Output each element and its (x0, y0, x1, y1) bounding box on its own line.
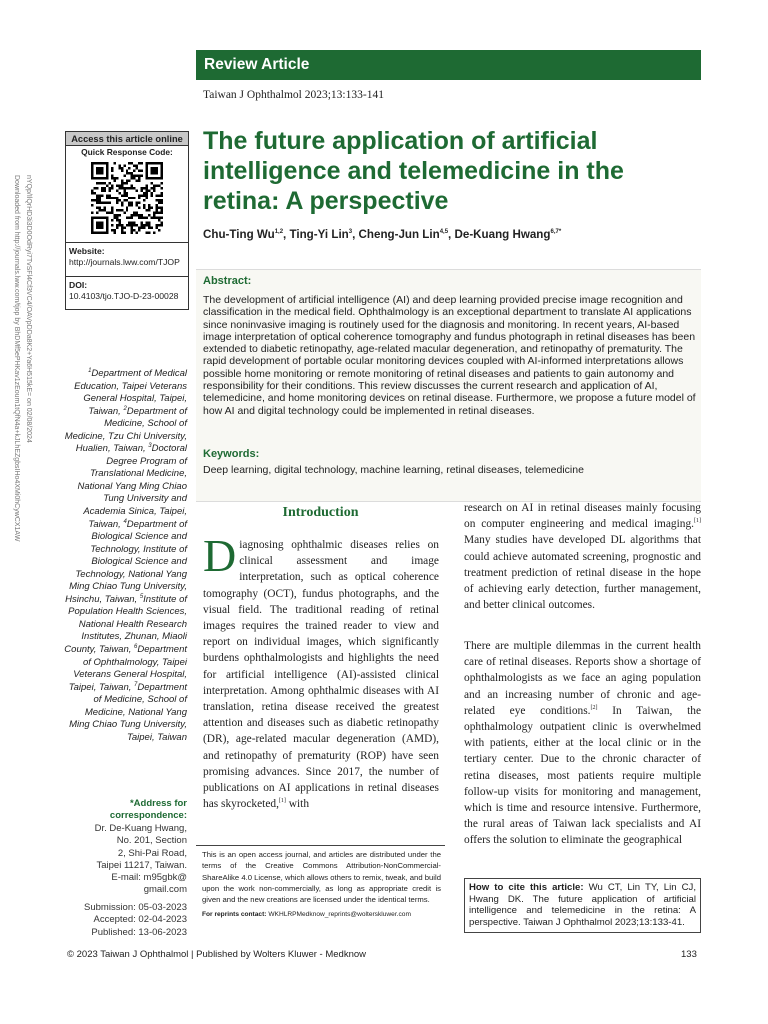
body-column-left (203, 530, 439, 812)
affiliation-text: Department of Medicine, School of Medicine, Tzu Chi University, Hualien, Taiwan, (64, 405, 187, 455)
license-text: This is an open access journal, and articles are distributed under the terms of the Creative Commons Attribution-NonCommercial-ShareAlike 4.0 License, which allows others to remix, tweak, and build upon the work non-commercially, as long as appropriate credit is given and the new creations are licensed under the identical terms. (202, 850, 441, 905)
body-text: research on AI in retinal diseases mainly focusing on computer engineering and medical imaging. (464, 502, 701, 531)
author-separator: , (283, 228, 290, 241)
author-affiliation-marker: 4,5 (439, 229, 449, 236)
correspondence-email[interactable]: gmail.com (143, 884, 187, 896)
article-type-label: Review Article (204, 56, 310, 73)
qr-code-label: Quick Response Code: (81, 147, 173, 157)
reprints-email[interactable]: WKHLRPMedknow_reprints@wolterskluwer.com (266, 911, 411, 919)
website-label: Website: (69, 246, 105, 256)
accepted-date: Accepted: 02-04-2023 (93, 914, 187, 926)
correspondence-address (62, 823, 187, 897)
reprints-contact (202, 911, 445, 918)
affiliation-number: 3 (148, 443, 152, 450)
author-separator: , (448, 228, 455, 241)
author-name: Ting-Yi Lin (289, 228, 349, 241)
affiliation-text: Institute of Population Health Sciences, National Health Research Institutes, Zhunan, Miaoli County, Taiwan, (64, 593, 187, 656)
correspondence-line: 2, Shi-Pai Road, (117, 847, 187, 859)
page-number: 133 (681, 949, 697, 960)
affiliation-text: Department of Medicine, School of Medicine, National Yang Ming Chiao Tung University, Taipei, Taiwan (69, 681, 187, 743)
author-separator: , (352, 228, 359, 241)
abstract-heading: Abstract: (203, 275, 252, 287)
body-text: In Taiwan, the ophthalmology outpatient clinic is overwhelmed with patients, either at the local clinic or in the tertiary center. Due to the chronic character of retina diseases, most patients require multiple follow-up visits for monitoring and management, which is time and resource intensive. Furthermore, the rural areas of Taiwan lack specialists and AI offers the solution to eliminate the geographical (464, 704, 701, 847)
author-list (203, 228, 561, 241)
download-watermark-line-1: Downloaded from http://journals.lww.com/tjop by BhDMf5ePHKav1zEoum1tQfN4a+kJLhEZgbsIHo4XMi0hCywCX1AW (13, 175, 20, 542)
journal-citation: Taiwan J Ophthalmol 2023;13:133-141 (203, 89, 384, 101)
doi-label: DOI: (69, 280, 88, 290)
affiliation-number: 4 (123, 518, 127, 525)
body-text: with (285, 798, 310, 811)
qr-code[interactable] (91, 162, 163, 234)
reference-link[interactable]: [1] (694, 518, 701, 525)
access-article-box (65, 131, 189, 310)
article-dates (62, 902, 187, 939)
reference-link[interactable]: [2] (590, 705, 598, 712)
correspondence-email[interactable]: E-mail: m95gbk@ (111, 872, 187, 884)
download-watermark-line-2: nYQp/IlQrHD3i3D0OdRyi7TvSFl4Cf3VC4/OAVpDDa8K2+Ya6H515kE= on 02/08/2024 (25, 175, 32, 443)
affiliation-text: Department of Ophthalmology, Taipei Veterans General Hospital, Taipei, Taiwan, (68, 644, 187, 693)
article-title: The future application of artificial intelligence and telemedicine in the retina: A perspective (203, 127, 624, 215)
affiliation-number: 2 (123, 405, 127, 412)
website-section (66, 243, 188, 277)
access-box-title: Access this article online (66, 132, 188, 146)
abstract-text: The development of artificial intelligence (AI) and deep learning provided precise image recognition and classification in the medical field. Ophthalmology is an exceptional department to translate AI applications since noninvasive imaging is routinely used for the diagnosis and monitoring. In recent years, AI-based image interpretation of optical coherence tomography and fundus photograph in retinal diseases has been extended to diabetic retinopathy, age-related macular degeneration, and retinopathy of prematurity. The rapid development of portable ocular monitoring devices coupled with AI-informed interpretations allows possible home monitoring or remote monitoring of retinal diseases and patients to gain autonomy and responsibility for their conditions. This review discusses the current research and application of AI, telemedicine, and home monitoring devices on retinal disease. Furthermore, we propose a future model of how AI and digital technology could be implemented in retinal diseases. (203, 294, 696, 417)
correspondence-heading: *Address for correspondence: (109, 798, 187, 821)
submission-date: Submission: 05-03-2023 (84, 902, 187, 913)
correspondence-line: No. 201, Section (116, 835, 187, 847)
author-affiliation-marker: 3 (348, 229, 353, 236)
article-type-banner (196, 50, 701, 80)
reprints-label: For reprints contact: (202, 911, 267, 919)
author-affiliation-marker: 1,2 (274, 229, 284, 236)
author-name: Cheng-Jun Lin (358, 228, 440, 241)
affiliations (62, 368, 187, 744)
affiliation-text: Doctoral Degree Program of Translational Medicine, National Yang Ming Chiao Tung University and Academia Sinica, Taipei, Taiwan, (77, 443, 187, 530)
reference-link[interactable]: [1] (278, 798, 286, 805)
published-date: Published: 13-06-2023 (91, 926, 187, 938)
doi-section (66, 277, 188, 302)
affiliation-number: 7 (134, 681, 138, 688)
how-to-cite-box (464, 878, 701, 933)
body-text: Many studies have developed DL algorithms that could achieve automated screening, prognostic and treatment prediction of retinal disease in the hope of achieving early detection, further management, and better clinical outcomes. (464, 534, 701, 612)
body-column-right-paragraph-1 (464, 500, 701, 613)
website-link[interactable]: http://journals.lww.com/TJOP (69, 257, 180, 267)
body-text: There are multiple dilemmas in the current health care of retinal diseases. Reports show a shortage of ophthalmologists as we face an aging population and an increasing number of chronic and age-related eye conditions. (464, 640, 701, 717)
footer-copyright: © 2023 Taiwan J Ophthalmol | Published by Wolters Kluwer - Medknow (67, 949, 367, 960)
doi-link[interactable]: 10.4103/tjo.TJO-D-23-00028 (69, 291, 179, 301)
affiliation-number: 6 (134, 643, 138, 650)
correspondence-line: Dr. De-Kuang Hwang, (94, 823, 187, 834)
abstract-box (196, 269, 701, 502)
affiliation-number: 1 (88, 367, 92, 374)
keywords-text: Deep learning, digital technology, machine learning, retinal diseases, telemedicine (203, 464, 584, 476)
introduction-heading: Introduction (282, 505, 359, 520)
how-to-cite-text: Wu CT, Lin TY, Lin CJ, Hwang DK. The future application of artificial intelligence and telemedicine in the retina: A perspective. Taiwan J Ophthalmol 2023;13:133-41. (469, 882, 696, 929)
keywords-heading: Keywords: (203, 448, 260, 460)
how-to-cite-label: How to cite this article: (469, 882, 584, 893)
download-watermark (10, 175, 46, 705)
correspondence-line: Taipei 11217, Taiwan. (96, 859, 187, 871)
affiliation-number: 5 (139, 593, 144, 600)
body-text: iagnosing ophthalmic diseases relies on clinical assessment and image interpretation, such as optical coherence tomography (OCT), fundus photographs, and the visual field. The traditional reading of retinal images requires the trained reader to view and report on individual images, which significantly burdens ophthalmologists and highlights the need for artificial intelligence (AI)-assisted clinical interpretation. Among ophthalmic diseases with AI translation, retina disease received the greatest attention and diseases such as diabetic retinopathy (DR), age-related macular degeneration (AMD), and retinopathy of prematurity (ROP) have seen promising advances. Since 2017, the number of publications on AI applications in retinal diseases has skyrocketed, (203, 539, 439, 811)
affiliation-text: Department of Biological Science and Technology, Institute of Biological Science and Technology, National Yang Ming Chiao Tung University, Hsinchu, Taiwan, (65, 518, 187, 605)
author-name: De-Kuang Hwang (454, 228, 551, 241)
body-column-right-paragraph-2 (464, 638, 701, 849)
author-name: Chu-Ting Wu (203, 228, 275, 241)
license-box (196, 845, 445, 941)
drop-cap: D (203, 530, 237, 581)
author-affiliation-marker: 6,7* (550, 229, 562, 236)
affiliation-text: Department of Medical Education, Taipei Veterans General Hospital, Taipei, Taiwan, (74, 368, 187, 417)
